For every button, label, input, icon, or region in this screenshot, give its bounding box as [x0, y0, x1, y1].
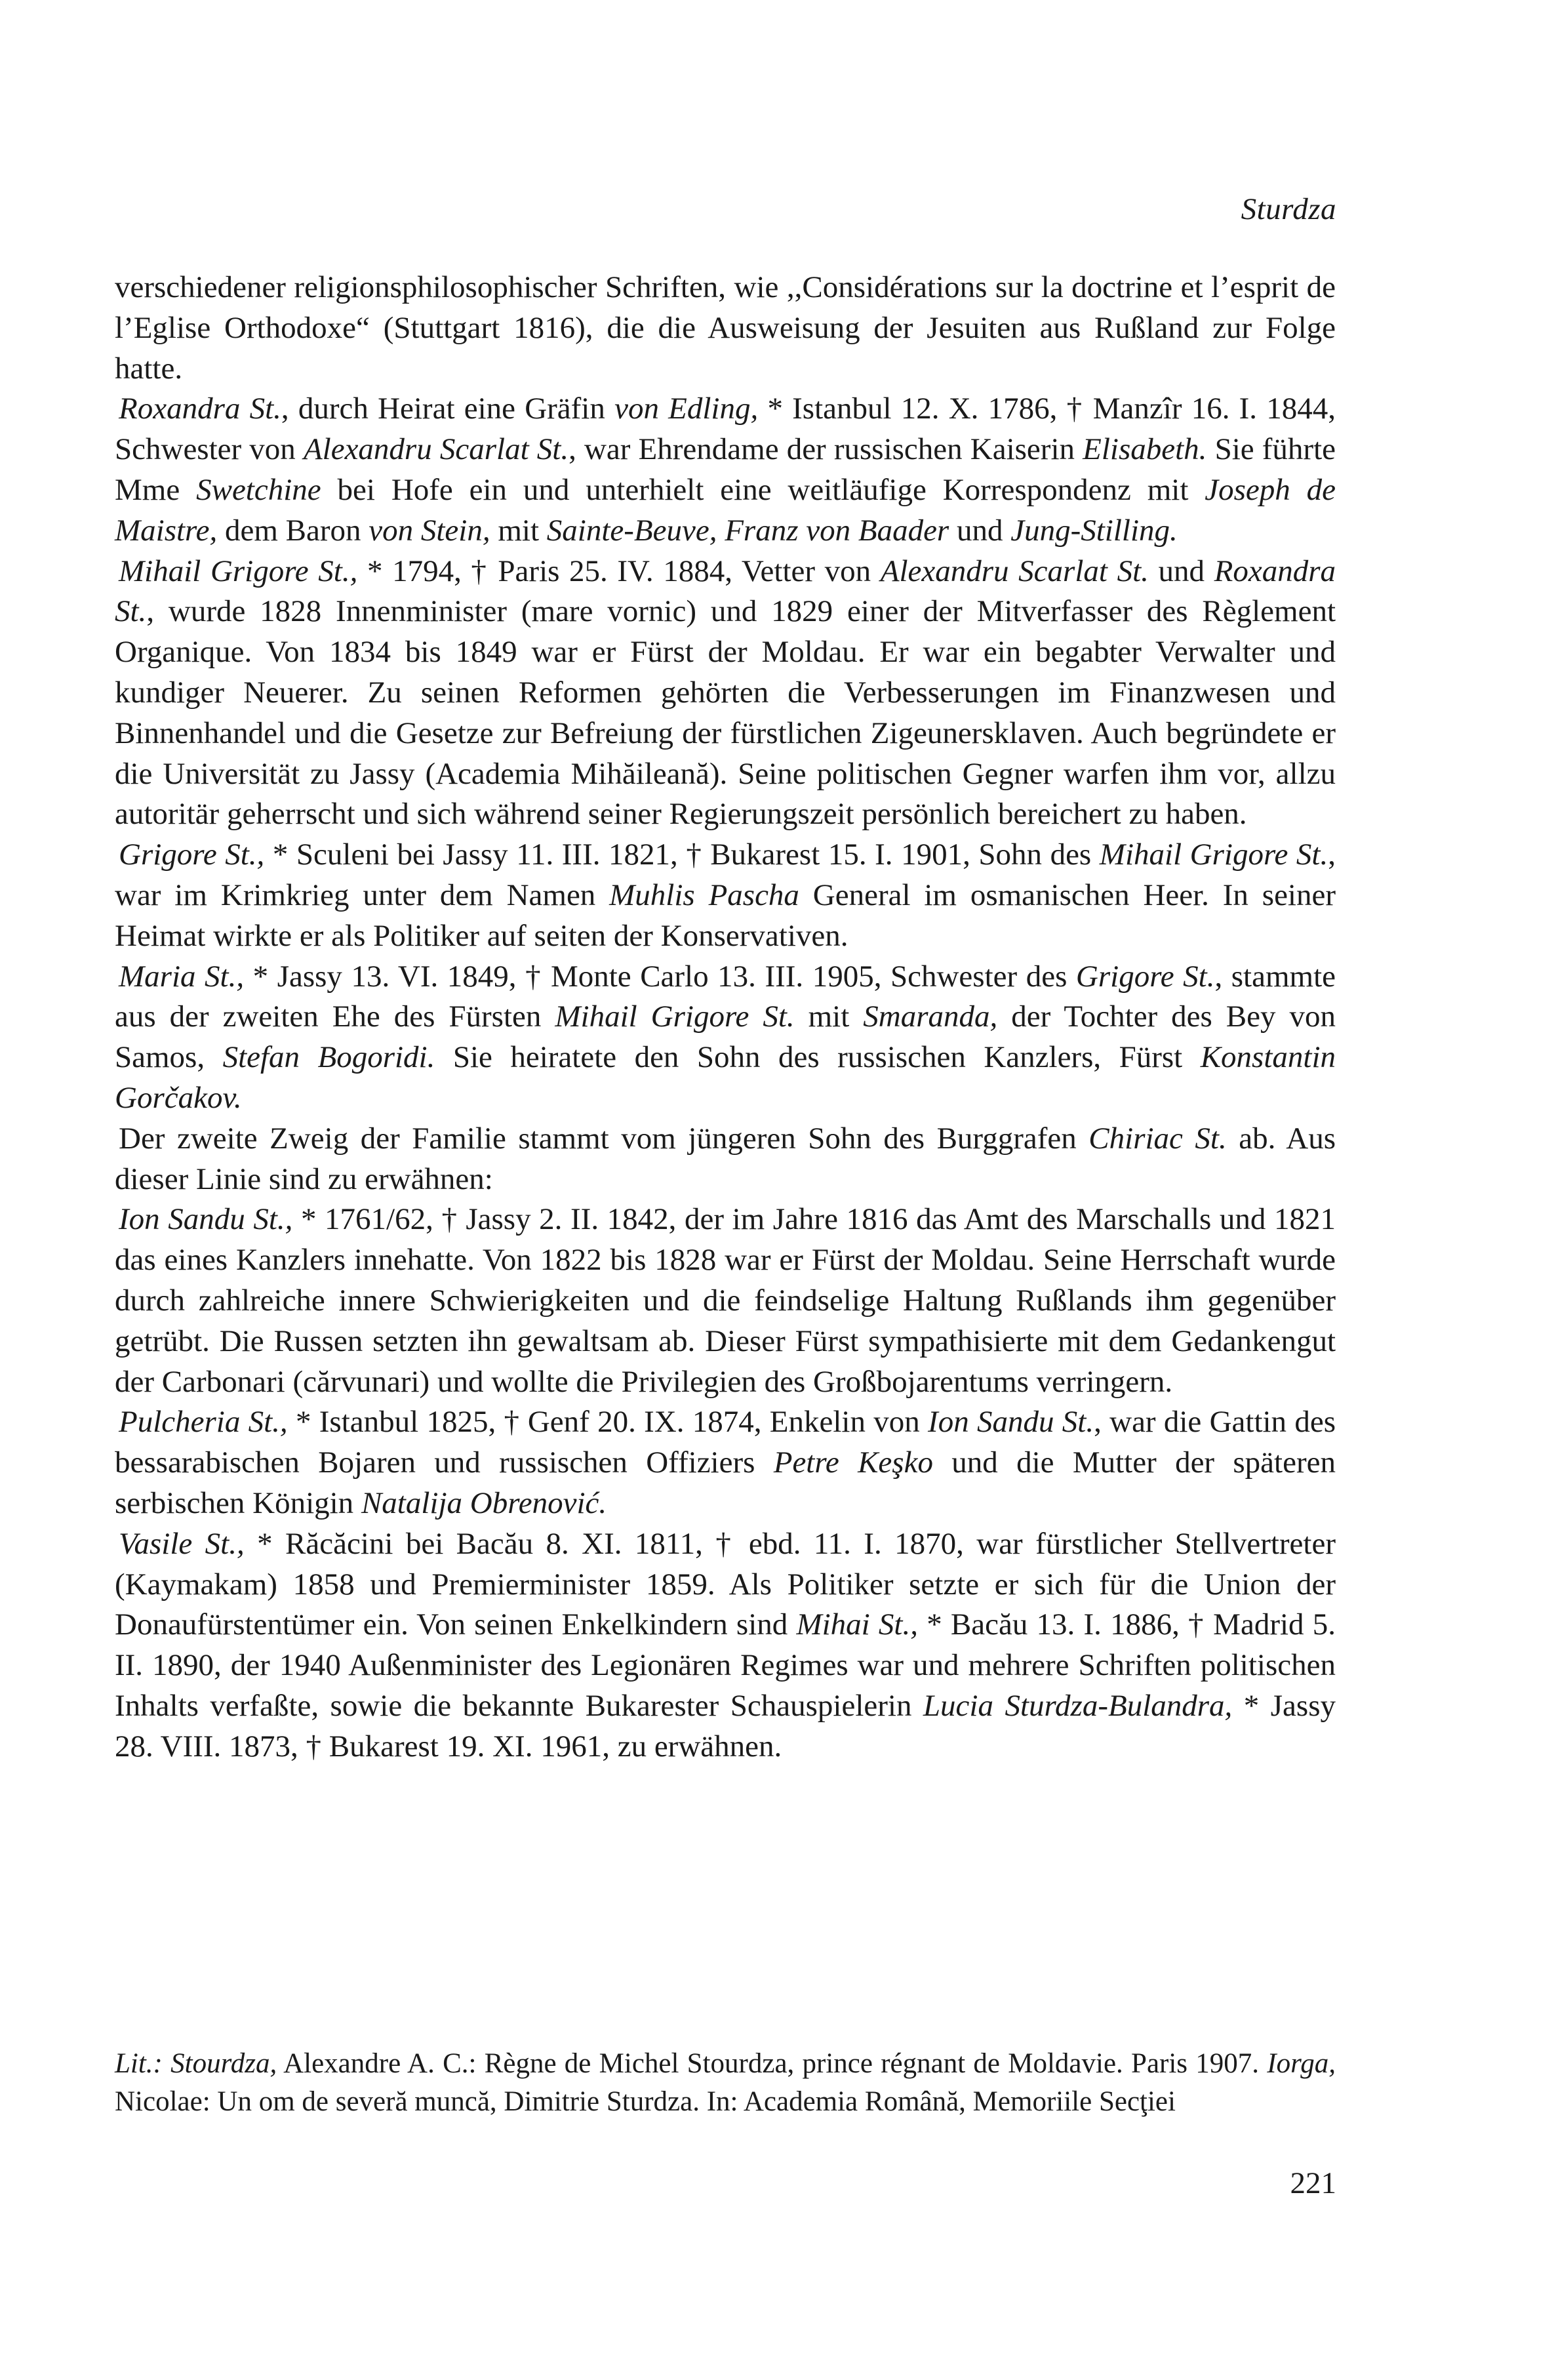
italic-name: von Edling,	[614, 392, 759, 426]
text-run: , war im Krimkrieg unter dem Namen	[115, 837, 1336, 912]
text-run: , durch Heirat eine Gräfin	[281, 392, 615, 426]
text-run: Sie führte Mme	[115, 432, 1336, 507]
literature-entry	[115, 2045, 1336, 2121]
italic-name: Jung-Stilling.	[1010, 513, 1178, 548]
italic-name: Roxandra St.	[115, 554, 1336, 629]
text-run: * Jassy 13. VI. 1849, † Monte Carlo 13. III. 1905, Schwester des	[244, 959, 1076, 994]
italic-name: Alexandru Scarlat St.	[880, 554, 1149, 588]
text-run: Nicolae: Un om de severă muncă, Dimitrie Sturdza. In: Academia Română, Memoriile Secţiei	[115, 2086, 1176, 2117]
italic-name: Petre Keşko	[773, 1445, 933, 1480]
italic-name: Maria St.,	[119, 959, 245, 994]
italic-name: Muhlis Pascha	[609, 877, 799, 912]
biography-entry	[115, 1524, 1336, 1767]
italic-name: Mihail Grigore St.	[1099, 837, 1328, 872]
text-run: und die Mutter der späteren serbischen Königin	[115, 1445, 1336, 1520]
italic-name: Sainte-Beuve, Franz von Baader	[546, 513, 949, 548]
text-run: * Istanbul 1825, † Genf 20. IX. 1874, Enkelin von	[287, 1405, 928, 1440]
text-run: Alexandre A. C.: Règne de Michel Stourdza, prince régnant de Moldavie. Paris 1907.	[277, 2048, 1267, 2079]
text-run: mit	[794, 999, 864, 1034]
italic-name: Chiriac St.	[1088, 1121, 1227, 1156]
italic-name: Konstantin Gorčakov.	[115, 1040, 1336, 1115]
italic-name: Pulcheria St.,	[119, 1405, 288, 1440]
italic-name: Iorga,	[1267, 2048, 1336, 2079]
paragraph-continued	[115, 268, 1336, 389]
text-run: der Tochter des Bey von Samos,	[115, 999, 1336, 1075]
text-run: Sie heiratete den Sohn des russischen Kanzlers, Fürst	[435, 1040, 1201, 1075]
main-text	[115, 268, 1336, 1767]
literature-section	[115, 2045, 1336, 2121]
page-number: 221	[1290, 2166, 1336, 2200]
italic-name: Roxandra St.	[119, 392, 281, 426]
text-run: bei Hofe ein und unterhielt eine weitläufige Korrespondenz mit	[321, 472, 1205, 507]
text-run: * 1794, † Paris 25. IV. 1884, Vetter von	[357, 554, 881, 588]
text-run: * Sculeni bei Jassy 11. III. 1821, † Bukarest 15. I. 1901, Sohn des	[264, 837, 1100, 872]
text-run: , wurde 1828 Innenminister (mare vornic) und 1829 einer der Mitverfasser des Règlement Organique. Von 1834 bis 1849 war er Fürst der Moldau. Er war ein begabter Verwalter und kundiger Neuerer. Zu seinen Reformen gehörten die Verbesserungen im Finanzwesen und Binnenhandel und die Gesetze zur Befreiung der fürstlichen Zigeunersklaven. Auch begründete er die Universität zu Jassy (Academia Mihăileană). Seine politischen Gegner warfen ihm vor, allzu autoritär geherrscht und sich während seiner Regierungszeit persönlich bereichert zu haben.	[115, 594, 1336, 832]
text-run: verschiedener religionsphilosophischer Schriften, wie ,,Considérations sur la doctrine et l’esprit de l’Eglise Orthodoxe“ (Stuttgart 1816), die die Ausweisung der Jesuiten aus Rußland zur Folge hatte.	[115, 270, 1336, 386]
italic-name: Alexandru Scarlat St.	[303, 432, 569, 467]
text-run: * 1761/62, † Jassy 2. II. 1842, der im Jahre 1816 das Amt des Marschalls und 1821 das eines Kanzlers innehatte. Von 1822 bis 1828 war er Fürst der Moldau. Seine Herrschaft wurde durch zahlreiche innere Schwierigkeiten und die feindselige Haltung Rußlands ihm gegenüber getrübt. Die Russen setzten ihn gewaltsam ab. Dieser Fürst sympathisierte mit dem Gedankengut der Carbonari (cărvunari) und wollte die Privilegien des Großbojarentums verringern.	[115, 1202, 1336, 1399]
text-run: und	[1148, 554, 1214, 588]
italic-name: Lit.: Stourdza,	[115, 2048, 277, 2079]
italic-name: Grigore St.,	[119, 837, 265, 872]
text-run: , war die Gattin des bessarabischen Bojaren und russischen Offiziers	[115, 1405, 1336, 1480]
italic-name: Joseph de Maistre,	[115, 472, 1336, 548]
text-run: ab. Aus dieser Linie sind zu erwähnen:	[115, 1121, 1336, 1196]
italic-name: von Stein,	[369, 513, 490, 548]
italic-name: Swetchine	[196, 472, 321, 507]
biography-entry	[115, 1200, 1336, 1402]
italic-name: Mihail Grigore St.,	[119, 554, 358, 588]
biography-entry	[115, 389, 1336, 551]
text-run: * Bacău 13. I. 1886, † Madrid 5. II. 1890, der 1940 Außenminister des Legionären Regimes war und mehrere Schriften politischen Inhalts verfaßte, sowie die bekannte Bukarester Schauspielerin	[115, 1607, 1336, 1723]
running-head: Sturdza	[1241, 192, 1336, 226]
biography-entry	[115, 957, 1336, 1119]
text-run: * Istanbul 12. X. 1786, † Manzîr 16. I. 1844, Schwester von	[115, 392, 1336, 467]
italic-name: Elisabeth.	[1083, 432, 1207, 467]
text-run: dem Baron	[217, 513, 369, 548]
text-run: , stammte aus der zweiten Ehe des Fürsten	[115, 959, 1336, 1034]
text-run: * Jassy 28. VIII. 1873, † Bukarest 19. XI. 1961, zu erwähnen.	[115, 1688, 1336, 1764]
italic-name: Smaranda,	[863, 999, 998, 1034]
biography-entry	[115, 835, 1336, 956]
biography-entry	[115, 552, 1336, 836]
italic-name: Natalija Obrenović.	[361, 1485, 607, 1520]
text-run: Der zweite Zweig der Familie stammt vom jüngeren Sohn des Burggrafen	[119, 1121, 1089, 1156]
biography-entry	[115, 1402, 1336, 1523]
italic-name: Ion Sandu St.	[928, 1405, 1094, 1440]
text-run: * Răcăcini bei Bacău 8. XI. 1811, † ebd. 11. I. 1870, war fürstlicher Stellvertreter (Kaymakam) 1858 und Premierminister 1859. Als Politiker setzte er sich für die Union der Donaufürstentümer ein. Von seinen Enkelkindern sind	[115, 1526, 1336, 1642]
italic-name: Mihai St.,	[796, 1607, 918, 1642]
italic-name: Lucia Sturdza-Bulandra,	[923, 1688, 1233, 1723]
text-run: General im osmanischen Heer. In seiner Heimat wirkte er als Politiker auf seiten der Konservativen.	[115, 877, 1336, 953]
italic-name: Ion Sandu St.,	[119, 1202, 293, 1237]
text-run: , war Ehrendame der russischen Kaiserin	[569, 432, 1083, 467]
italic-name: Vasile St.,	[119, 1526, 245, 1561]
text-run: und	[949, 513, 1011, 548]
italic-name: Stefan Bogoridi.	[222, 1040, 435, 1075]
italic-name: Grigore St.	[1075, 959, 1215, 994]
italic-name: Mihail Grigore St.	[555, 999, 795, 1034]
biography-entry	[115, 1119, 1336, 1200]
text-run: mit	[490, 513, 547, 548]
